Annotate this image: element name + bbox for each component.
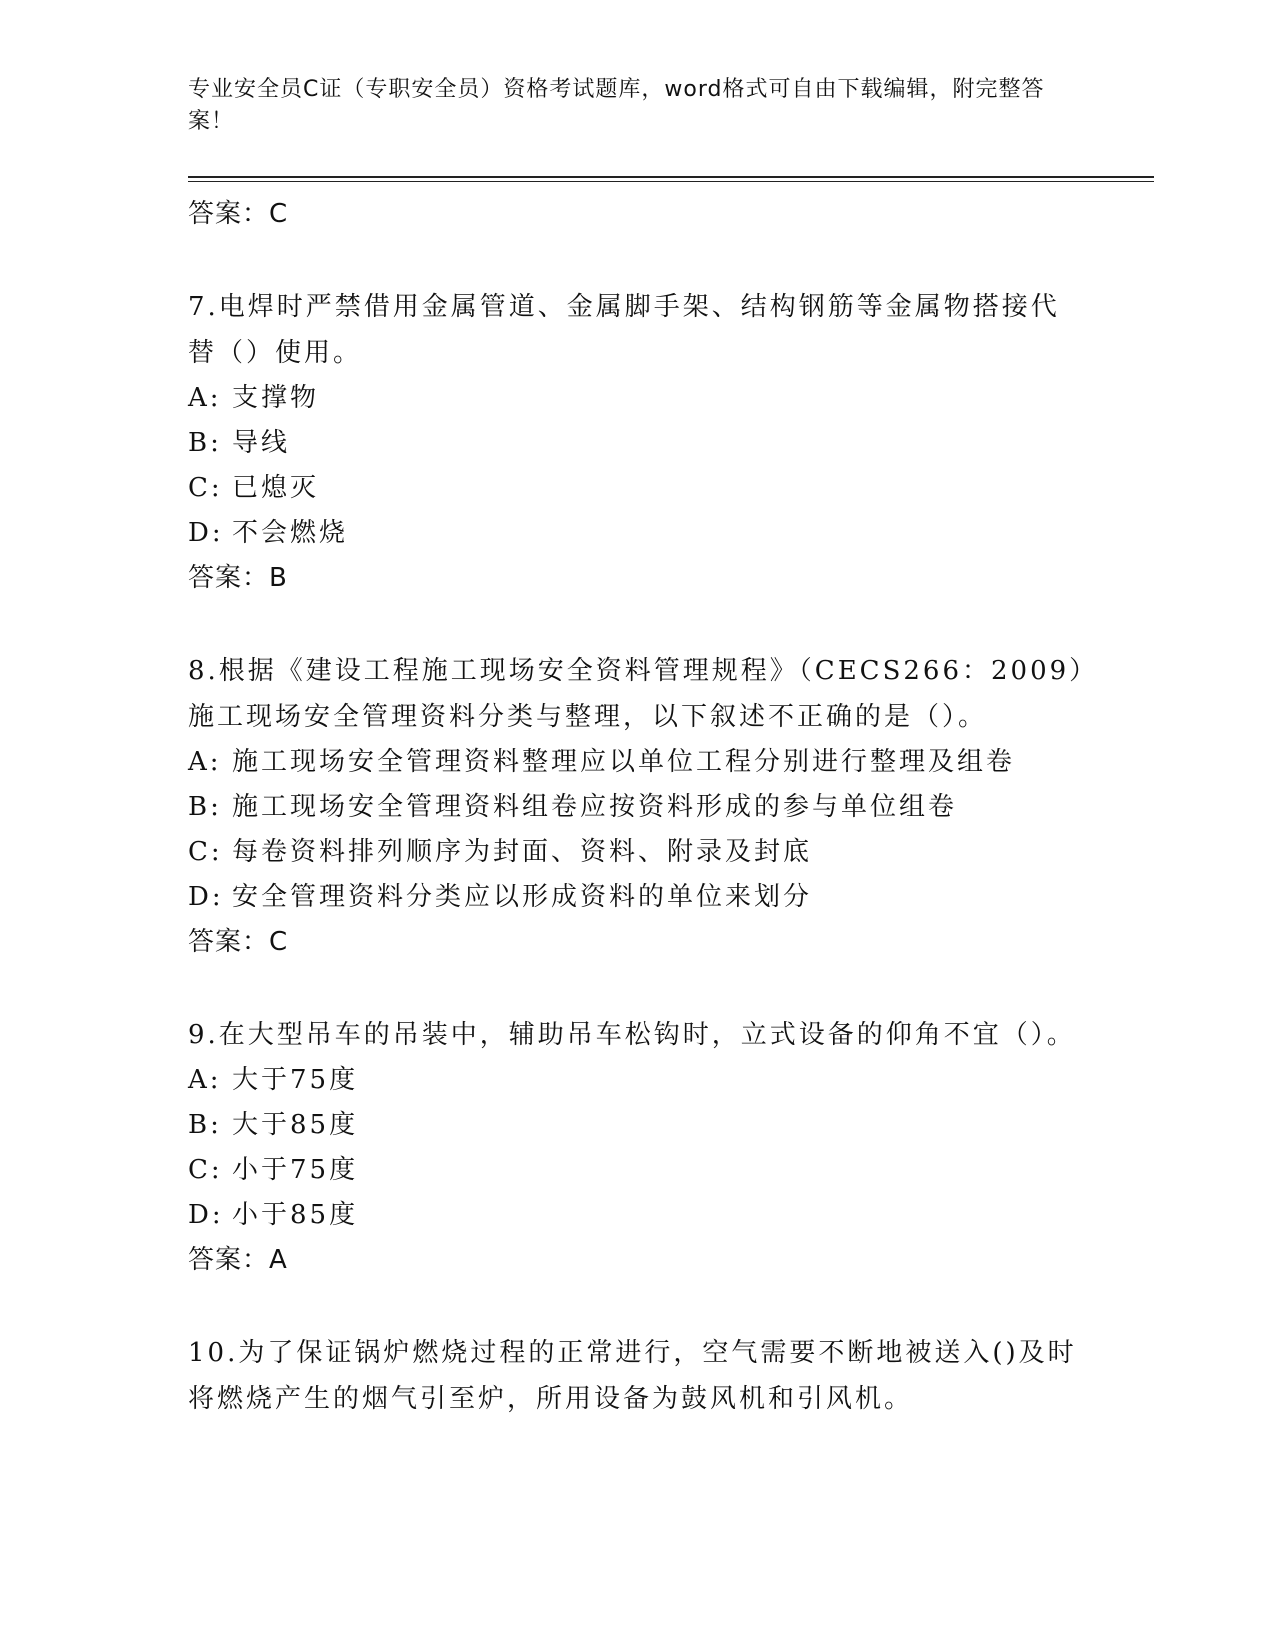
question-7 <box>188 284 1088 600</box>
option-text: 小于85度 <box>232 1200 359 1230</box>
option-letter: D: <box>188 882 224 912</box>
question-8 <box>188 648 1088 964</box>
option-text: 大于85度 <box>232 1110 359 1140</box>
option-letter: B: <box>188 1110 222 1140</box>
option-d <box>188 1193 1088 1238</box>
option-c <box>188 466 1088 511</box>
option-letter: B: <box>188 792 222 822</box>
option-letter: C: <box>188 837 223 867</box>
question-stem: 10.为了保证锅炉燃烧过程的正常进行，空气需要不断地被送入()及时将燃烧产生的烟气引至炉，所用设备为鼓风机和引风机。 <box>188 1338 1077 1414</box>
option-d <box>188 511 1088 556</box>
option-text: 不会燃烧 <box>232 518 349 548</box>
option-text: 施工现场安全管理资料整理应以单位工程分别进行整理及组卷 <box>232 747 1016 777</box>
option-b <box>188 1103 1088 1148</box>
option-text: 每卷资料排列顺序为封面、资料、附录及封底 <box>232 837 813 867</box>
previous-answer: 答案：C <box>188 199 289 229</box>
option-letter: C: <box>188 473 223 503</box>
option-a <box>188 376 1088 421</box>
option-text: 已熄灭 <box>232 473 320 503</box>
option-text: 安全管理资料分类应以形成资料的单位来划分 <box>232 882 813 912</box>
header-rule-thin <box>188 181 1154 182</box>
option-b <box>188 785 1088 830</box>
answer: 答案：C <box>188 927 289 957</box>
answer: 答案：A <box>188 1245 288 1275</box>
option-text: 小于75度 <box>232 1155 359 1185</box>
option-a <box>188 1058 1088 1103</box>
question-10 <box>188 1330 1088 1422</box>
header-rule-thick <box>188 176 1154 178</box>
option-c <box>188 1148 1088 1193</box>
option-letter: D: <box>188 1200 224 1230</box>
option-letter: A: <box>188 747 222 777</box>
header-text: 专业安全员C证（专职安全员）资格考试题库，word格式可自由下载编辑，附完整答案！ <box>188 77 1045 134</box>
question-stem: 9.在大型吊车的吊装中，辅助吊车松钩时，立式设备的仰角不宜（）。 <box>188 1020 1076 1050</box>
option-c <box>188 830 1088 875</box>
answer: 答案：B <box>188 563 288 593</box>
option-letter: C: <box>188 1155 223 1185</box>
option-text: 导线 <box>232 428 291 458</box>
question-9 <box>188 1012 1088 1282</box>
option-text: 施工现场安全管理资料组卷应按资料形成的参与单位组卷 <box>232 792 958 822</box>
option-letter: B: <box>188 428 222 458</box>
question-stem: 7.电焊时严禁借用金属管道、金属脚手架、结构钢筋等金属物搭接代替（）使用。 <box>188 292 1060 368</box>
option-text: 大于75度 <box>232 1065 359 1095</box>
option-b <box>188 421 1088 466</box>
option-a <box>188 740 1088 785</box>
option-letter: D: <box>188 518 224 548</box>
question-stem: 8.根据《建设工程施工现场安全资料管理规程》（CECS266：2009）施工现场安全管理资料分类与整理，以下叙述不正确的是（）。 <box>188 656 1086 732</box>
option-text: 支撑物 <box>232 383 320 413</box>
question-list <box>188 192 1088 1422</box>
option-letter: A: <box>188 1065 222 1095</box>
page-header <box>188 74 1068 138</box>
option-d <box>188 875 1088 920</box>
option-letter: A: <box>188 383 222 413</box>
